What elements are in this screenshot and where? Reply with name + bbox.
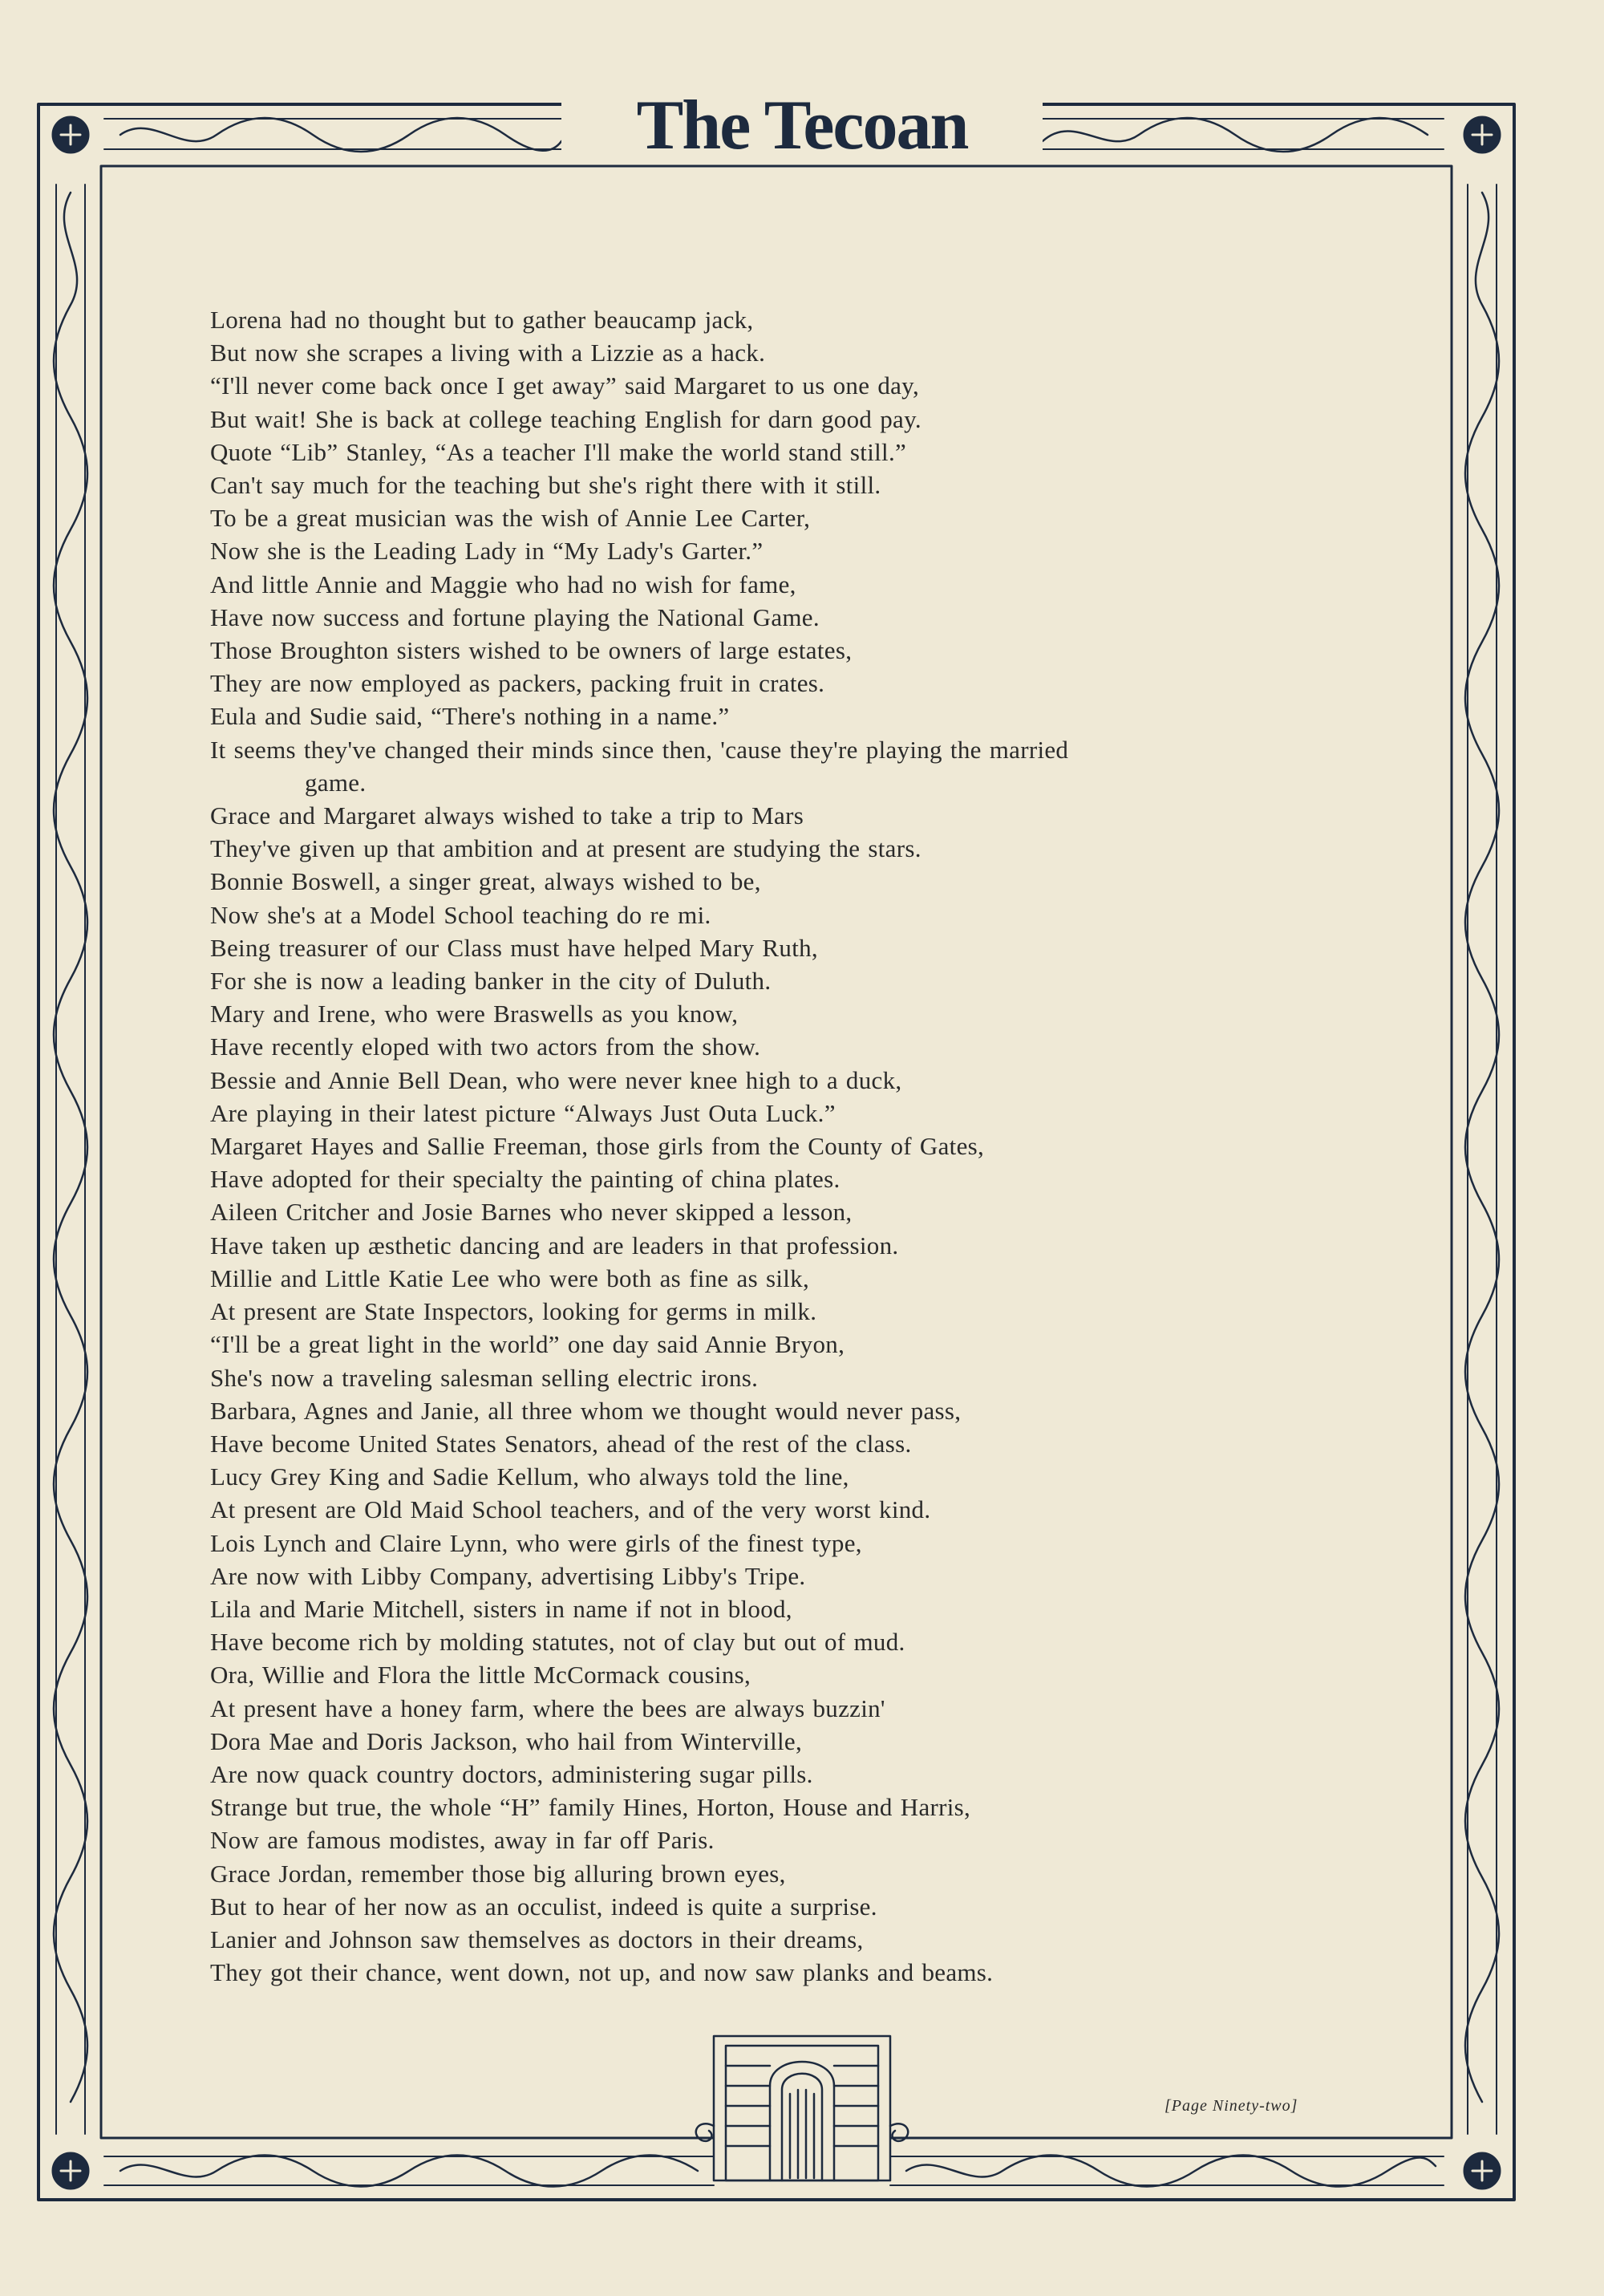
poem-line: It seems they've changed their minds since then, 'cause they're playing the married xyxy=(210,735,1069,764)
poem-line: Margaret Hayes and Sallie Freeman, those girls from the County of Gates, xyxy=(210,1132,985,1161)
poem-line: Have recently eloped with two actors from the show. xyxy=(210,1032,761,1061)
poem-line: “I'll never come back once I get away” said Margaret to us one day, xyxy=(210,371,920,400)
poem-line: Are playing in their latest picture “Always Just Outa Luck.” xyxy=(210,1098,836,1127)
poem-line: To be a great musician was the wish of Annie Lee Carter, xyxy=(210,504,811,533)
poem-line: They've given up that ambition and at present are studying the stars. xyxy=(210,834,921,863)
poem-line: At present have a honey farm, where the bees are always buzzin' xyxy=(210,1694,885,1722)
poem-line: Have become rich by molding statutes, not of clay but out of mud. xyxy=(210,1628,905,1657)
poem-line: Mary and Irene, who were Braswells as you know, xyxy=(210,1000,739,1028)
poem-line: “I'll be a great light in the world” one day said Annie Bryon, xyxy=(210,1330,845,1359)
poem-line: Now she's at a Model School teaching do re mi. xyxy=(210,900,711,929)
poem-line: Lucy Grey King and Sadie Kellum, who always told the line, xyxy=(210,1462,849,1491)
poem-line: At present are State Inspectors, looking for germs in milk. xyxy=(210,1297,817,1326)
page-number: [Page Ninety-two] xyxy=(1165,2097,1298,2115)
poem-line: Have now success and fortune playing the National Game. xyxy=(210,602,820,631)
poem-line: Are now with Libby Company, advertising Libby's Tripe. xyxy=(210,1561,806,1590)
poem-line: Have taken up æsthetic dancing and are leaders in that profession. xyxy=(210,1231,899,1260)
poem-line: But now she scrapes a living with a Lizzie as a hack. xyxy=(210,339,766,367)
poem-line: Quote “Lib” Stanley, “As a teacher I'll make the world stand still.” xyxy=(210,437,907,466)
poem-line: Have become United States Senators, ahead of the rest of the class. xyxy=(210,1429,912,1458)
poem-line: At present are Old Maid School teachers, and of the very worst kind. xyxy=(210,1495,931,1524)
poem-line: Bonnie Boswell, a singer great, always wished to be, xyxy=(210,867,761,896)
poem-line: Have adopted for their specialty the painting of china plates. xyxy=(210,1165,840,1194)
poem-line: Grace Jordan, remember those big alluring brown eyes, xyxy=(210,1859,786,1888)
poem-line: They are now employed as packers, packing fruit in crates. xyxy=(210,669,825,698)
poem-line: Strange but true, the whole “H” family Hines, Horton, House and Harris, xyxy=(210,1793,971,1822)
poem-line: And little Annie and Maggie who had no wish for fame, xyxy=(210,570,796,598)
poem-line: Lois Lynch and Claire Lynn, who were girls of the finest type, xyxy=(210,1528,862,1557)
poem-line: game. xyxy=(305,768,367,797)
poem-line: Bessie and Annie Bell Dean, who were never knee high to a duck, xyxy=(210,1065,902,1094)
masthead-title: The Tecoan xyxy=(561,90,1043,162)
poem-line: She's now a traveling salesman selling electric irons. xyxy=(210,1363,759,1392)
poem-text xyxy=(210,303,1413,1989)
poem-line: Lanier and Johnson saw themselves as doctors in their dreams, xyxy=(210,1925,864,1953)
poem-line: For she is now a leading banker in the city of Duluth. xyxy=(210,967,772,996)
poem-line: They got their chance, went down, not up, and now saw planks and beams. xyxy=(210,1958,994,1987)
poem-line: Those Broughton sisters wished to be owners of large estates, xyxy=(210,636,853,665)
poem-line: Now she is the Leading Lady in “My Lady's Garter.” xyxy=(210,537,764,566)
poem-line: Lila and Marie Mitchell, sisters in name if not in blood, xyxy=(210,1594,792,1623)
poem-line: Ora, Willie and Flora the little McCormack cousins, xyxy=(210,1661,751,1690)
poem-line: Lorena had no thought but to gather beaucamp jack, xyxy=(210,306,754,334)
poem-line: Can't say much for the teaching but she's right there with it still. xyxy=(210,471,881,500)
poem-line: But to hear of her now as an occulist, indeed is quite a surprise. xyxy=(210,1892,877,1921)
poem-line: Grace and Margaret always wished to take a trip to Mars xyxy=(210,801,804,830)
poem-line: Are now quack country doctors, administering sugar pills. xyxy=(210,1759,813,1788)
poem-line: Millie and Little Katie Lee who were both as fine as silk, xyxy=(210,1264,810,1292)
poem-line: But wait! She is back at college teaching English for darn good pay. xyxy=(210,404,921,433)
poem-line: Now are famous modistes, away in far off Paris. xyxy=(210,1826,715,1855)
poem-line: Barbara, Agnes and Janie, all three whom we thought would never pass, xyxy=(210,1396,962,1425)
poem-line: Eula and Sudie said, “There's nothing in a name.” xyxy=(210,702,730,731)
poem-line: Aileen Critcher and Josie Barnes who never skipped a lesson, xyxy=(210,1198,853,1227)
poem-line: Being treasurer of our Class must have helped Mary Ruth, xyxy=(210,933,818,962)
poem-line: Dora Mae and Doris Jackson, who hail from Winterville, xyxy=(210,1726,803,1755)
